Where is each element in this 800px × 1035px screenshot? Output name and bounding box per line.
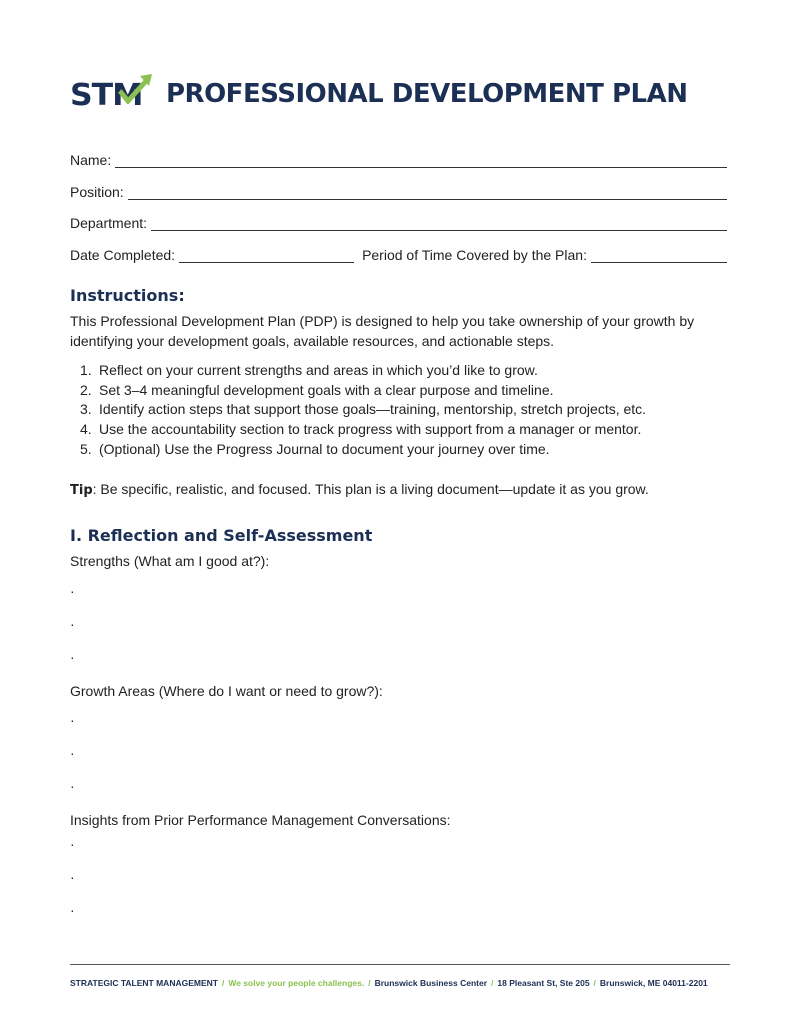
step-item: 3. Identify action steps that support those goals—training, mentorship, stretch projects, etc. [80,401,647,418]
date-completed-label: Date Completed: [70,246,176,263]
reflection-heading: I. Reflection and Self-Assessment [70,526,373,545]
page-title: PROFESSIONAL DEVELOPMENT PLAN [166,79,688,109]
tip-line [70,481,649,498]
strengths-prompt: Strengths (What am I good at?): [70,553,270,569]
name-field-row [70,148,727,168]
info-fields [70,148,727,274]
insights-bullet-3[interactable]: · [70,902,75,918]
growth-bullet-1[interactable]: · [70,712,75,728]
footer-building: Brunswick Business Center [374,978,488,988]
step-item: 5. (Optional) Use the Progress Journal to document your journey over time. [80,440,550,457]
growth-bullet-3[interactable]: · [70,778,75,794]
logo-text: STM [70,78,143,113]
name-field[interactable] [115,153,727,168]
growth-bullet-2[interactable]: · [70,745,75,761]
step-item: 4. Use the accountability section to track progress with support from a manager or mentor. [80,421,642,438]
instructions-steps-list [80,361,646,460]
position-label: Position: [70,183,124,200]
document-header [70,74,687,114]
strengths-bullet-2[interactable]: · [70,616,75,632]
tip-label: Tip [70,483,93,498]
footer-company: STRATEGIC TALENT MANAGEMENT [70,978,218,988]
insights-prompt: Insights from Prior Performance Management Conversations: [70,812,451,828]
strengths-bullet-1[interactable]: · [70,583,75,599]
footer-separator: / [368,978,371,988]
footer-divider [70,964,730,965]
strengths-bullet-3[interactable]: · [70,649,75,665]
footer-separator: / [491,978,494,988]
insights-bullet-1[interactable]: · [70,836,75,852]
position-field[interactable] [128,185,727,200]
period-field[interactable] [591,248,727,263]
department-label: Department: [70,215,148,231]
name-label: Name: [70,152,112,168]
department-field-row [70,211,727,231]
position-field-row [70,180,727,200]
step-item: 1. Reflect on your current strengths and areas in which you’d like to grow. [80,362,538,378]
footer-tagline: We solve your people challenges. [228,978,365,988]
growth-arrow-check-icon [114,74,154,104]
insights-bullet-2[interactable]: · [70,869,75,885]
growth-areas-prompt: Growth Areas (Where do I want or need to grow?): [70,683,383,699]
department-field[interactable] [151,216,727,231]
footer-street: 18 Pleasant St, Ste 205 [497,978,590,988]
tip-text: : Be specific, realistic, and focused. This plan is a living document—update it as you grow. [92,481,649,497]
date-period-field-row [70,243,727,263]
footer-city: Brunswick, ME 04011-2201 [599,978,708,988]
period-label: Period of Time Covered by the Plan: [362,246,587,263]
date-completed-field[interactable] [179,248,354,263]
step-item: 2. Set 3–4 meaningful development goals with a clear purpose and timeline. [80,381,554,398]
instructions-intro: This Professional Development Plan (PDP) is designed to help you take ownership of your growth by identifying your development goals, available resources, and actionable steps. [70,313,695,349]
page-footer [70,978,730,988]
instructions-heading: Instructions: [70,286,185,305]
footer-separator: / [593,978,596,988]
stm-logo [70,74,154,114]
footer-separator: / [221,978,225,988]
